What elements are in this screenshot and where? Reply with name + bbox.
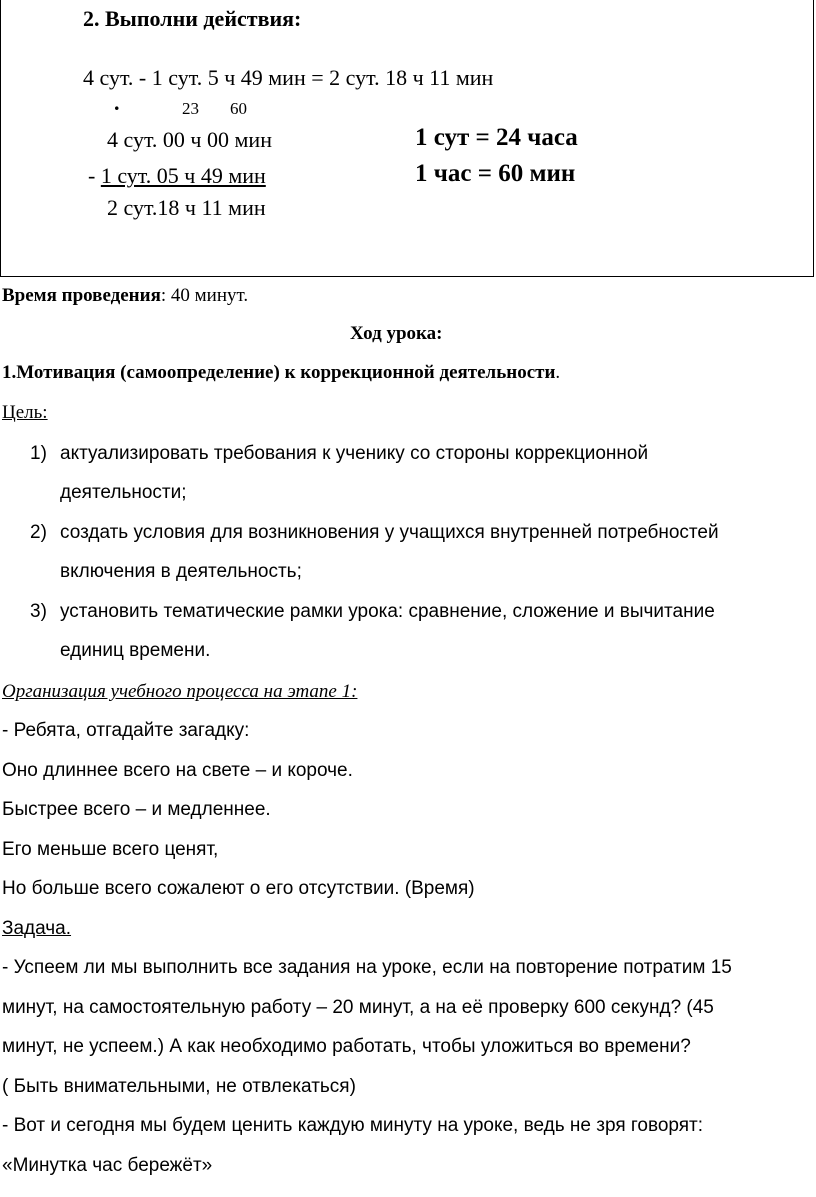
- borrow-60: 60: [230, 99, 247, 118]
- duration: [2, 285, 248, 307]
- stage-title-dot: .: [555, 362, 561, 383]
- goal-3-num: 3): [30, 601, 47, 622]
- organization-label: Организация учебного процесса на этапе 1:: [2, 681, 358, 702]
- goal-3-line2: единиц времени.: [60, 640, 211, 661]
- riddle-line-3: Его меньше всего ценят,: [2, 839, 219, 860]
- fact-day-hours: 1 сут = 24 часа: [415, 124, 578, 151]
- duration-value: : 40 минут.: [160, 285, 249, 306]
- task-label: Задача.: [2, 918, 72, 939]
- stage-title: [2, 362, 560, 384]
- goal-label: Цель:: [2, 402, 48, 423]
- task-heading: 2. Выполни действия:: [83, 6, 302, 31]
- lesson-heading: Ход урока:: [350, 323, 443, 344]
- minus-sign: -: [88, 163, 101, 188]
- problem-line-6: «Минутка час бережёт»: [2, 1155, 213, 1176]
- column-row-2: [88, 163, 266, 189]
- column-row-1: 4 сут. 00 ч 00 мин: [107, 127, 272, 152]
- riddle-line-4: Но больше всего сожалеют о его отсутствии. (Время): [2, 878, 475, 899]
- borrow-dot: .: [114, 90, 120, 115]
- goal-2-line2: включения в деятельность;: [60, 561, 302, 582]
- goal-2-num: 2): [30, 522, 47, 543]
- goal-1-num: 1): [30, 443, 47, 464]
- riddle-intro: - Ребята, отгадайте загадку:: [2, 720, 250, 741]
- column-row-3: 2 сут.18 ч 11 мин: [107, 195, 266, 220]
- problem-line-4: ( Быть внимательными, не отвлекаться): [2, 1076, 356, 1097]
- goal-1-line1: актуализировать требования к ученику со стороны коррекционной: [60, 443, 649, 464]
- problem-line-3: минут, не успеем.) А как необходимо работать, чтобы уложиться во времени?: [2, 1036, 691, 1057]
- problem-line-1: - Успеем ли мы выполнить все задания на уроке, если на повторение потратим 15: [2, 957, 732, 978]
- duration-label: Время проведения: [2, 285, 161, 306]
- task-equation: 4 сут. - 1 сут. 5 ч 49 мин = 2 сут. 18 ч 11 мин: [83, 65, 494, 90]
- fact-hour-minutes: 1 час = 60 мин: [415, 160, 576, 187]
- riddle-line-2: Быстрее всего – и медленнее.: [2, 799, 271, 820]
- problem-line-2: минут, на самостоятельную работу – 20 минут, а на её проверку 600 секунд? (45: [2, 997, 714, 1018]
- stage-title-text: 1.Мотивация (самоопределение) к коррекционной деятельности: [2, 362, 556, 383]
- goal-1-line2: деятельности;: [60, 482, 187, 503]
- riddle-line-1: Оно длиннее всего на свете – и короче.: [2, 760, 353, 781]
- subtrahend: 1 сут. 05 ч 49 мин: [100, 163, 266, 188]
- goal-3-line1: установить тематические рамки урока: сравнение, сложение и вычитание: [60, 601, 715, 622]
- goal-2-line1: создать условия для возникновения у учащихся внутренней потребностей: [60, 522, 719, 543]
- problem-line-5: - Вот и сегодня мы будем ценить каждую минуту на уроке, ведь не зря говорят:: [2, 1115, 704, 1136]
- borrow-23: 23: [182, 99, 199, 118]
